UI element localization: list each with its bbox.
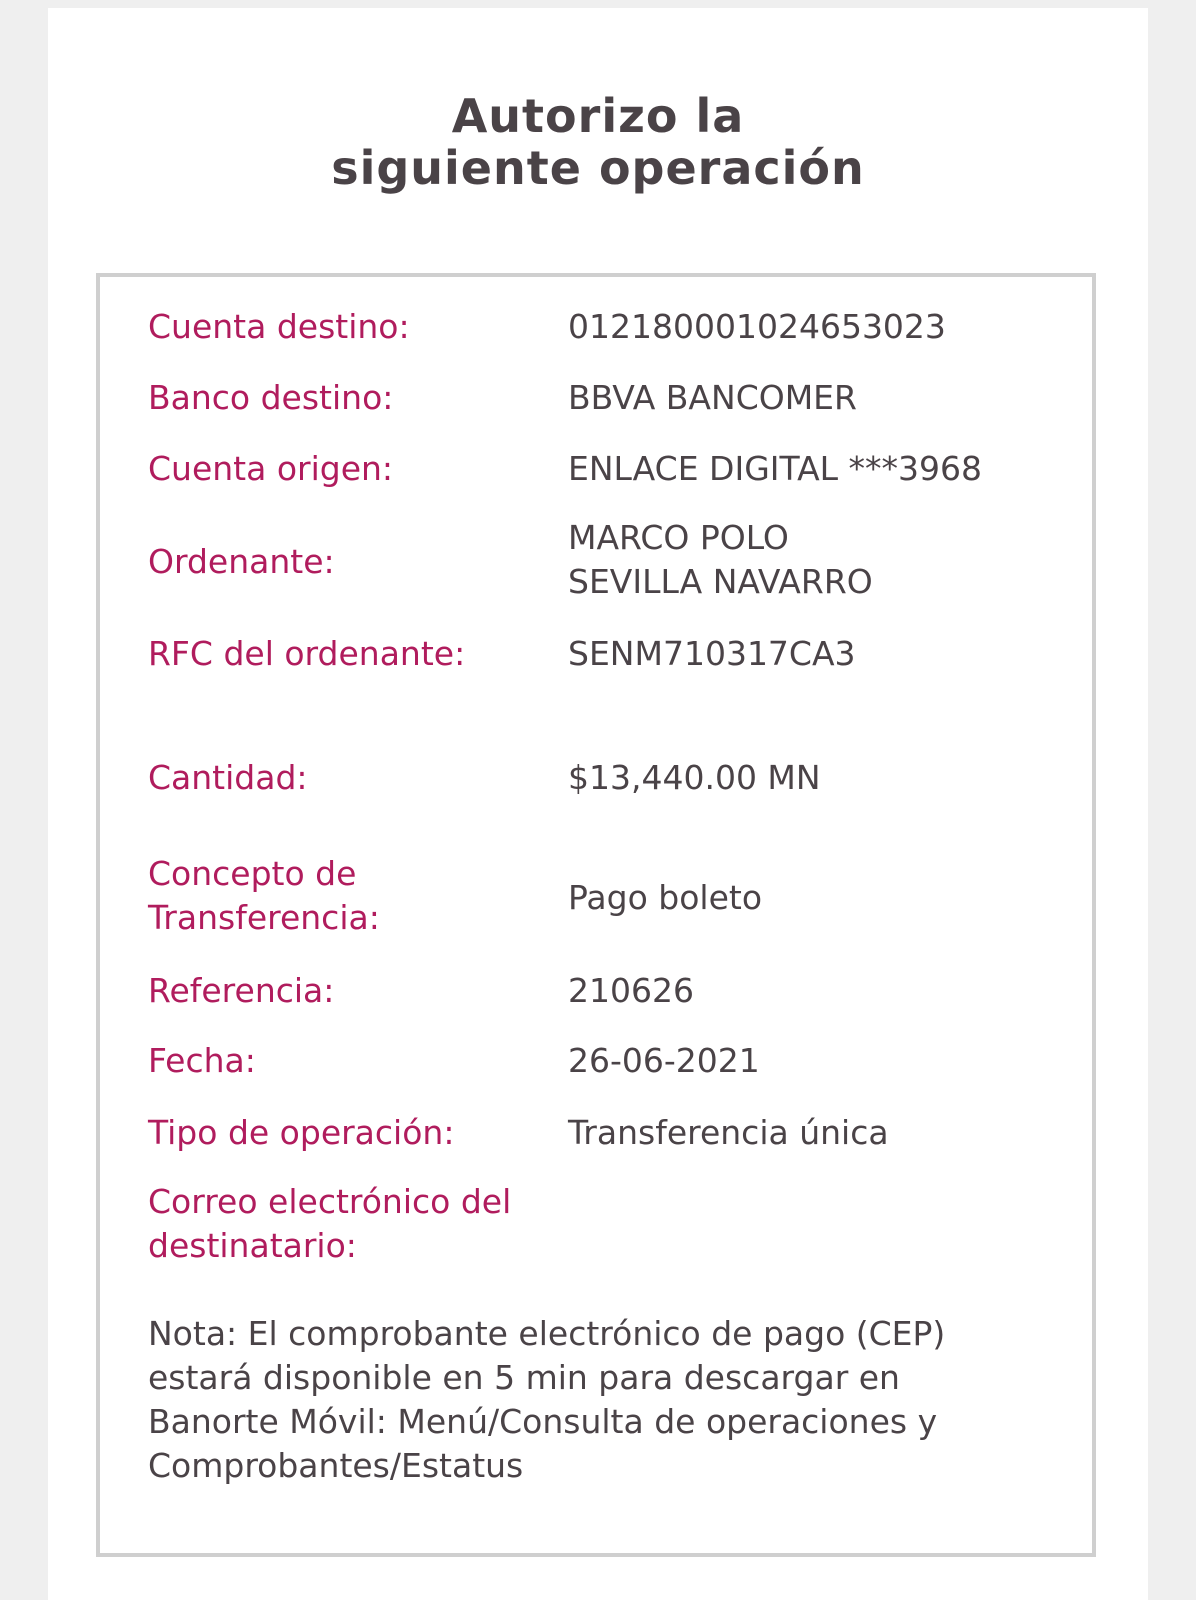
- detail-label: Ordenante:: [148, 542, 335, 581]
- detail-value: SENM710317CA3: [568, 634, 856, 673]
- detail-value: 26-06-2021: [568, 1041, 760, 1080]
- cep-note: Nota: El comprobante electrónico de pago (CEP) estará disponible en 5 min para descargar en Banorte Móvil: Menú/Consulta de operaciones y Comprobantes/Estatus: [148, 1314, 946, 1485]
- detail-value: 012180001024653023: [568, 307, 946, 346]
- title-line-1: Autorizo la: [451, 89, 745, 143]
- detail-label: Concepto de Transferencia:: [148, 854, 380, 937]
- detail-value: Transferencia única: [568, 1113, 889, 1152]
- detail-label: Cantidad:: [148, 758, 308, 797]
- detail-label: Cuenta destino:: [148, 307, 410, 346]
- detail-label: Correo electrónico del destinatario:: [148, 1182, 512, 1265]
- detail-value: BBVA BANCOMER: [568, 378, 857, 417]
- detail-label: Cuenta origen:: [148, 449, 394, 488]
- detail-label: Fecha:: [148, 1041, 256, 1080]
- authorization-card: [48, 8, 1148, 1600]
- detail-label: RFC del ordenante:: [148, 634, 466, 673]
- operation-details: [96, 273, 1096, 1557]
- detail-value: Pago boleto: [568, 878, 763, 917]
- detail-label: Tipo de operación:: [148, 1113, 455, 1152]
- page-title: [48, 90, 1148, 194]
- detail-value: 210626: [568, 971, 694, 1010]
- detail-value: $13,440.00 MN: [568, 758, 821, 797]
- detail-value: MARCO POLO SEVILLA NAVARRO: [568, 518, 873, 601]
- detail-label: Referencia:: [148, 971, 335, 1010]
- detail-value: ENLACE DIGITAL ***3968: [568, 449, 983, 488]
- title-line-2: siguiente operación: [331, 141, 865, 195]
- detail-label: Banco destino:: [148, 378, 394, 417]
